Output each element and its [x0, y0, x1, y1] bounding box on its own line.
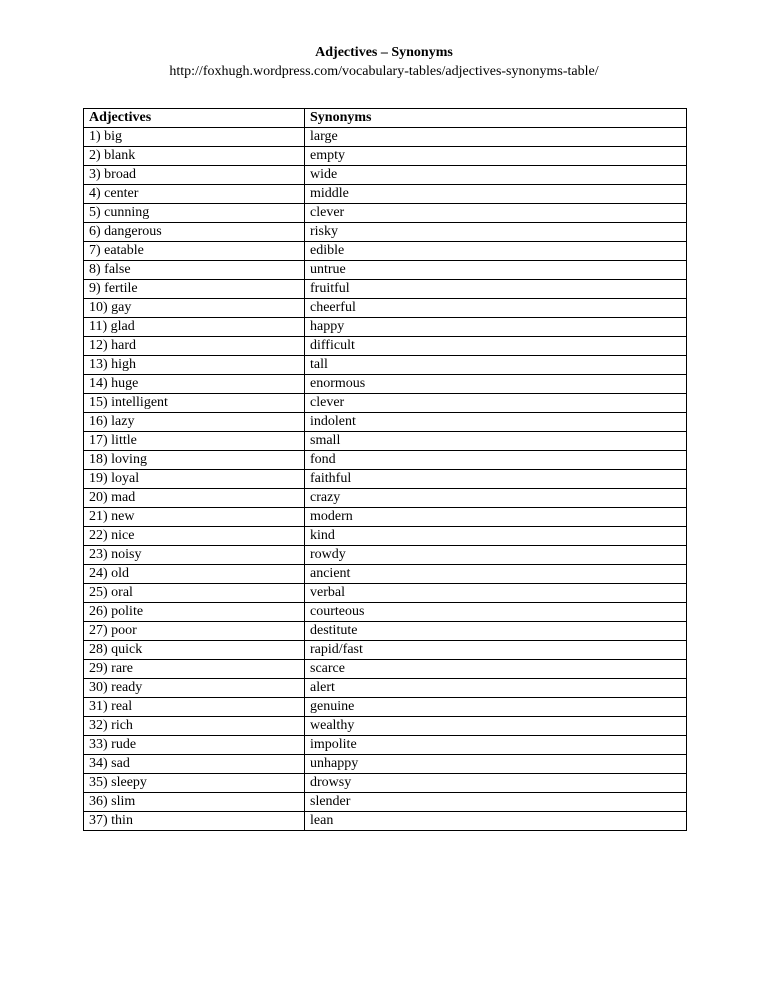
table-row [84, 793, 687, 812]
synonym-cell: kind [305, 527, 687, 546]
column-header-adjectives: Adjectives [84, 109, 305, 128]
table-row [84, 546, 687, 565]
adjective-cell: 32) rich [84, 717, 305, 736]
synonym-cell: ancient [305, 565, 687, 584]
adjective-cell: 17) little [84, 432, 305, 451]
table-row [84, 432, 687, 451]
table-row [84, 413, 687, 432]
synonym-cell: genuine [305, 698, 687, 717]
synonym-cell: unhappy [305, 755, 687, 774]
synonym-cell: indolent [305, 413, 687, 432]
synonym-cell: rowdy [305, 546, 687, 565]
adjective-cell: 21) new [84, 508, 305, 527]
synonym-cell: middle [305, 185, 687, 204]
synonym-cell: small [305, 432, 687, 451]
synonym-cell: edible [305, 242, 687, 261]
synonym-cell: destitute [305, 622, 687, 641]
synonym-cell: scarce [305, 660, 687, 679]
table-row [84, 679, 687, 698]
adjective-cell: 24) old [84, 565, 305, 584]
synonym-cell: lean [305, 812, 687, 831]
adjective-cell: 12) hard [84, 337, 305, 356]
table-row [84, 451, 687, 470]
table-row [84, 565, 687, 584]
adjective-cell: 26) polite [84, 603, 305, 622]
adjective-cell: 11) glad [84, 318, 305, 337]
synonym-cell: fond [305, 451, 687, 470]
adjective-cell: 3) broad [84, 166, 305, 185]
table-row [84, 736, 687, 755]
page-title: Adjectives – Synonyms [315, 45, 453, 60]
table-row [84, 717, 687, 736]
adjective-cell: 30) ready [84, 679, 305, 698]
adjective-cell: 5) cunning [84, 204, 305, 223]
adjective-cell: 29) rare [84, 660, 305, 679]
table-row [84, 584, 687, 603]
adjective-cell: 8) false [84, 261, 305, 280]
table-row [84, 375, 687, 394]
synonym-cell: clever [305, 394, 687, 413]
adjective-cell: 4) center [84, 185, 305, 204]
adjective-cell: 18) loving [84, 451, 305, 470]
synonym-cell: drowsy [305, 774, 687, 793]
synonym-cell: modern [305, 508, 687, 527]
column-header-synonyms: Synonyms [305, 109, 687, 128]
table-row [84, 147, 687, 166]
synonym-cell: impolite [305, 736, 687, 755]
synonym-cell: tall [305, 356, 687, 375]
adjective-cell: 13) high [84, 356, 305, 375]
table-row [84, 261, 687, 280]
table-row [84, 204, 687, 223]
adjective-cell: 23) noisy [84, 546, 305, 565]
table-row [84, 489, 687, 508]
synonym-cell: wide [305, 166, 687, 185]
table-row [84, 166, 687, 185]
adjective-cell: 34) sad [84, 755, 305, 774]
adjective-cell: 2) blank [84, 147, 305, 166]
synonym-cell: untrue [305, 261, 687, 280]
adjective-cell: 37) thin [84, 812, 305, 831]
adjective-cell: 27) poor [84, 622, 305, 641]
synonym-cell: faithful [305, 470, 687, 489]
source-url: http://foxhugh.wordpress.com/vocabulary-tables/adjectives-synonyms-table/ [169, 64, 599, 79]
table-row [84, 641, 687, 660]
table-row [84, 698, 687, 717]
synonym-cell: slender [305, 793, 687, 812]
table-row [84, 337, 687, 356]
synonym-cell: crazy [305, 489, 687, 508]
table-row [84, 603, 687, 622]
table-header [84, 109, 687, 128]
table-row [84, 755, 687, 774]
table-row [84, 774, 687, 793]
adjective-cell: 14) huge [84, 375, 305, 394]
table-row [84, 356, 687, 375]
adjective-cell: 7) eatable [84, 242, 305, 261]
adjective-cell: 1) big [84, 128, 305, 147]
table-row [84, 394, 687, 413]
synonym-cell: alert [305, 679, 687, 698]
synonym-cell: cheerful [305, 299, 687, 318]
table-row [84, 527, 687, 546]
adjective-cell: 16) lazy [84, 413, 305, 432]
synonym-cell: wealthy [305, 717, 687, 736]
table-row [84, 299, 687, 318]
adjective-cell: 10) gay [84, 299, 305, 318]
adjective-cell: 28) quick [84, 641, 305, 660]
adjective-cell: 31) real [84, 698, 305, 717]
adjective-cell: 22) nice [84, 527, 305, 546]
table-row [84, 318, 687, 337]
synonym-cell: enormous [305, 375, 687, 394]
table-row [84, 508, 687, 527]
adjective-cell: 19) loyal [84, 470, 305, 489]
table-row [84, 280, 687, 299]
synonym-cell: rapid/fast [305, 641, 687, 660]
adjective-cell: 20) mad [84, 489, 305, 508]
table-row [84, 812, 687, 831]
adjective-cell: 15) intelligent [84, 394, 305, 413]
adjective-cell: 25) oral [84, 584, 305, 603]
table-header-row [84, 109, 687, 128]
adjective-cell: 35) sleepy [84, 774, 305, 793]
table-row [84, 185, 687, 204]
adjective-cell: 36) slim [84, 793, 305, 812]
adjective-cell: 9) fertile [84, 280, 305, 299]
synonym-cell: courteous [305, 603, 687, 622]
synonym-cell: verbal [305, 584, 687, 603]
table-row [84, 660, 687, 679]
synonyms-table [83, 108, 687, 831]
table-row [84, 470, 687, 489]
synonym-cell: risky [305, 223, 687, 242]
synonym-cell: clever [305, 204, 687, 223]
table-row [84, 128, 687, 147]
synonym-cell: happy [305, 318, 687, 337]
table-row [84, 223, 687, 242]
synonym-cell: difficult [305, 337, 687, 356]
synonym-cell: large [305, 128, 687, 147]
adjective-cell: 6) dangerous [84, 223, 305, 242]
table-row [84, 622, 687, 641]
synonym-cell: empty [305, 147, 687, 166]
table-body [84, 128, 687, 831]
adjective-cell: 33) rude [84, 736, 305, 755]
synonym-cell: fruitful [305, 280, 687, 299]
table-row [84, 242, 687, 261]
